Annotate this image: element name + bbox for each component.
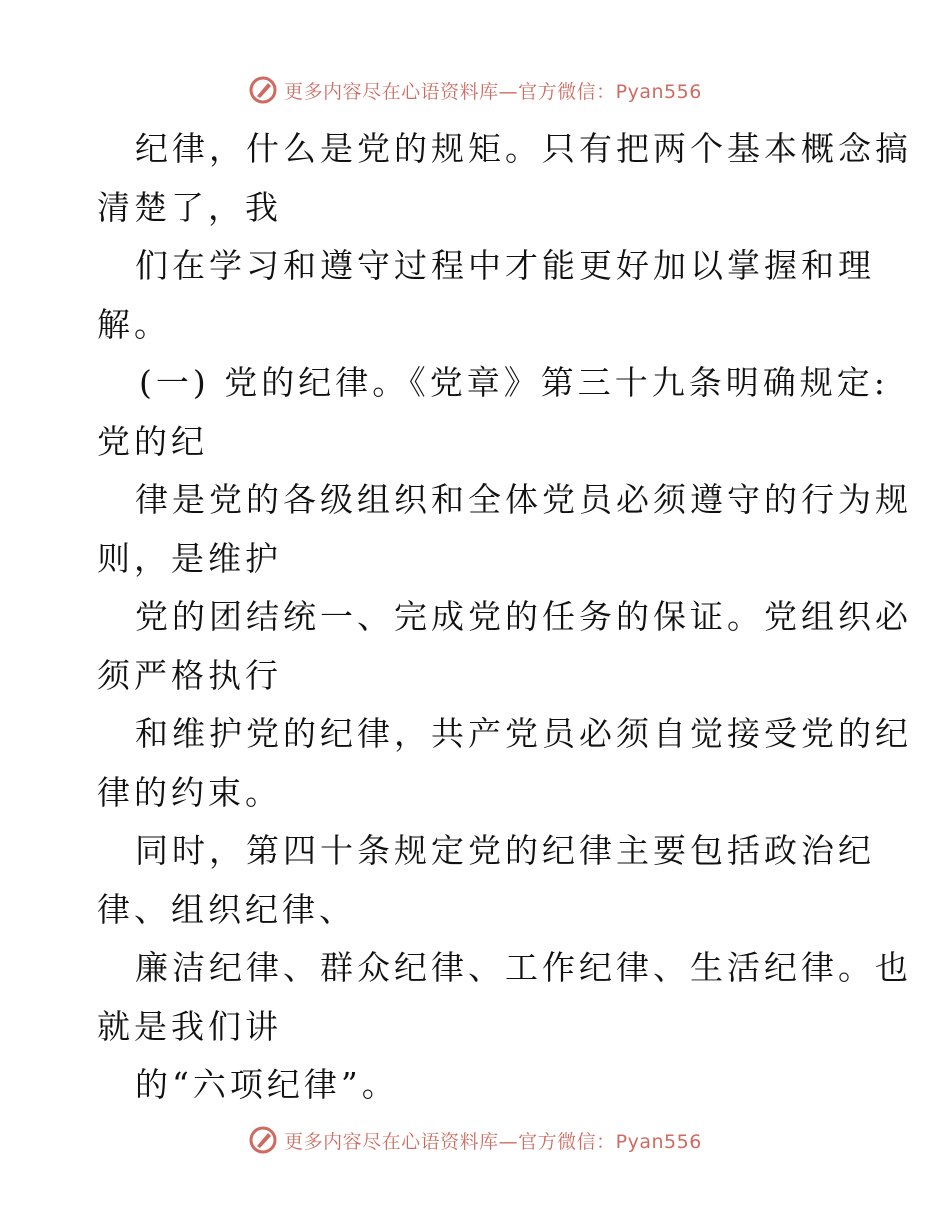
text-line: 须严格执行 — [97, 655, 282, 695]
pen-circle-icon — [248, 75, 278, 105]
text-line: 同时，第四十条规定党的纪律主要包括政治纪 — [135, 831, 875, 870]
watermark-header — [0, 70, 950, 110]
text-line: 党的纪 — [97, 421, 208, 461]
text-line: 律是党的各级组织和全体党员必须遵守的行为规 — [135, 480, 912, 519]
text-line: 解。 — [97, 304, 171, 344]
text-line: 则，是维护 — [97, 538, 282, 578]
text-line: 廉洁纪律、群众纪律、工作纪律、生活纪律。也 — [135, 948, 912, 987]
text-line: 就是我们讲 — [97, 1006, 282, 1046]
text-line: 们在学习和遵守过程中才能更好加以掌握和理 — [135, 246, 875, 285]
text-line: 律、组织纪律、 — [97, 889, 356, 929]
text-line: 和维护党的纪律，共产党员必须自觉接受党的纪 — [135, 714, 912, 753]
watermark-text: 更多内容尽在心语资料库—官方微信：Pyan556 — [284, 80, 702, 103]
text-line: 律的约束。 — [97, 772, 282, 812]
watermark-text: 更多内容尽在心语资料库—官方微信：Pyan556 — [284, 1130, 702, 1153]
text-line: 清楚了，我 — [97, 187, 282, 227]
text-line: 党的团结统一、完成党的任务的保证。党组织必 — [135, 597, 912, 636]
pen-circle-icon — [248, 1125, 278, 1155]
text-line: 的“六项纪律”。 — [135, 1065, 399, 1104]
text-line: 纪律，什么是党的规矩。只有把两个基本概念搞 — [135, 129, 912, 168]
document-body — [97, 120, 912, 1115]
watermark-footer — [0, 1120, 950, 1160]
text-line: (一) 党的纪律。《党章》第三十九条明确规定: — [139, 363, 889, 402]
